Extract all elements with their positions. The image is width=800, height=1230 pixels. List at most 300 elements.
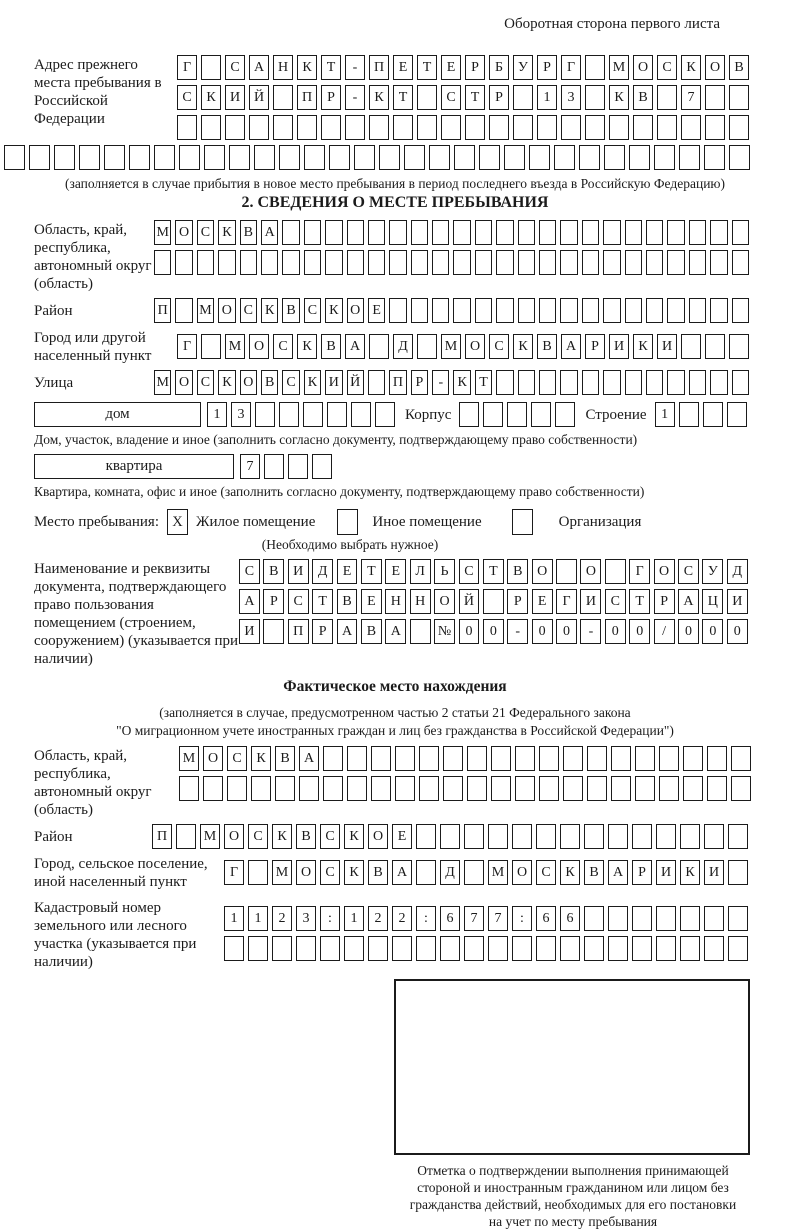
char-cell[interactable]: С [197, 220, 214, 245]
char-cell[interactable] [344, 936, 364, 961]
char-cell[interactable]: С [239, 559, 260, 584]
char-cell[interactable] [369, 334, 389, 359]
char-cell[interactable]: М [609, 55, 629, 80]
char-cell[interactable]: Р [489, 85, 509, 110]
char-cell[interactable] [297, 115, 317, 140]
char-cell[interactable] [667, 370, 684, 395]
char-cell[interactable] [561, 115, 581, 140]
char-cell[interactable] [488, 936, 508, 961]
char-cell[interactable] [441, 115, 461, 140]
char-cell[interactable] [681, 334, 701, 359]
char-cell[interactable] [432, 298, 449, 323]
char-cell[interactable] [731, 776, 751, 801]
char-cell[interactable] [710, 298, 727, 323]
char-cell[interactable]: К [304, 370, 321, 395]
char-cell[interactable]: 0 [727, 619, 748, 644]
char-cell[interactable] [347, 250, 364, 275]
char-cell[interactable] [496, 298, 513, 323]
char-cell[interactable] [204, 145, 225, 170]
char-cell[interactable]: 1 [344, 906, 364, 931]
char-cell[interactable] [201, 55, 221, 80]
char-cell[interactable]: : [512, 906, 532, 931]
char-cell[interactable] [312, 454, 332, 479]
char-cell[interactable] [467, 746, 487, 771]
char-cell[interactable]: А [239, 589, 260, 614]
char-cell[interactable]: - [345, 55, 365, 80]
char-cell[interactable] [539, 746, 559, 771]
char-cell[interactable] [419, 776, 439, 801]
char-cell[interactable] [560, 250, 577, 275]
char-cell[interactable]: О [296, 860, 316, 885]
char-cell[interactable] [625, 298, 642, 323]
char-cell[interactable] [261, 250, 278, 275]
char-cell[interactable]: И [704, 860, 724, 885]
char-cell[interactable]: С [304, 298, 321, 323]
char-cell[interactable] [728, 936, 748, 961]
char-cell[interactable] [273, 85, 293, 110]
char-cell[interactable] [177, 115, 197, 140]
char-cell[interactable]: К [344, 824, 364, 849]
char-cell[interactable]: Е [337, 559, 358, 584]
char-cell[interactable] [611, 776, 631, 801]
char-cell[interactable]: 6 [536, 906, 556, 931]
char-cell[interactable] [703, 402, 723, 427]
char-cell[interactable]: И [288, 559, 309, 584]
char-cell[interactable]: О [705, 55, 725, 80]
char-cell[interactable]: Д [727, 559, 748, 584]
char-cell[interactable] [389, 298, 406, 323]
char-cell[interactable]: Г [177, 334, 197, 359]
char-cell[interactable]: Е [385, 559, 406, 584]
char-cell[interactable] [453, 298, 470, 323]
char-cell[interactable]: 0 [556, 619, 577, 644]
char-cell[interactable] [288, 454, 308, 479]
char-cell[interactable] [657, 85, 677, 110]
char-cell[interactable] [689, 370, 706, 395]
char-cell[interactable]: Р [465, 55, 485, 80]
char-cell[interactable]: М [197, 298, 214, 323]
char-cell[interactable]: Р [321, 85, 341, 110]
char-cell[interactable] [395, 776, 415, 801]
char-cell[interactable] [683, 776, 703, 801]
char-cell[interactable] [29, 145, 50, 170]
char-cell[interactable] [496, 370, 513, 395]
char-cell[interactable]: - [345, 85, 365, 110]
char-cell[interactable]: Г [629, 559, 650, 584]
char-cell[interactable] [227, 776, 247, 801]
char-cell[interactable] [646, 220, 663, 245]
char-cell[interactable] [554, 145, 575, 170]
char-cell[interactable] [282, 220, 299, 245]
char-cell[interactable] [304, 220, 321, 245]
char-cell[interactable]: Ц [702, 589, 723, 614]
char-cell[interactable] [704, 936, 724, 961]
char-cell[interactable] [320, 936, 340, 961]
dom-box[interactable] [34, 402, 201, 427]
char-cell[interactable] [646, 370, 663, 395]
char-cell[interactable] [104, 145, 125, 170]
char-cell[interactable] [646, 298, 663, 323]
char-cell[interactable]: П [154, 298, 171, 323]
char-cell[interactable] [560, 824, 580, 849]
char-cell[interactable]: С [288, 589, 309, 614]
char-cell[interactable] [515, 776, 535, 801]
char-cell[interactable]: Д [440, 860, 460, 885]
char-cell[interactable]: Е [393, 55, 413, 80]
char-cell[interactable] [224, 936, 244, 961]
char-cell[interactable]: О [633, 55, 653, 80]
char-cell[interactable] [531, 402, 551, 427]
char-cell[interactable]: С [536, 860, 556, 885]
char-cell[interactable] [327, 402, 347, 427]
char-cell[interactable]: Й [347, 370, 364, 395]
checkbox-inoe-pomeshchenie[interactable] [337, 509, 358, 535]
char-cell[interactable] [584, 936, 604, 961]
char-cell[interactable] [483, 589, 504, 614]
char-cell[interactable]: В [361, 619, 382, 644]
char-cell[interactable] [411, 220, 428, 245]
char-cell[interactable]: К [681, 55, 701, 80]
char-cell[interactable] [560, 936, 580, 961]
char-cell[interactable] [464, 824, 484, 849]
char-cell[interactable] [679, 402, 699, 427]
char-cell[interactable]: Е [368, 298, 385, 323]
char-cell[interactable]: П [297, 85, 317, 110]
char-cell[interactable] [609, 115, 629, 140]
char-cell[interactable] [585, 115, 605, 140]
char-cell[interactable] [555, 402, 575, 427]
char-cell[interactable]: И [239, 619, 260, 644]
char-cell[interactable]: М [225, 334, 245, 359]
char-cell[interactable] [354, 145, 375, 170]
char-cell[interactable]: М [154, 220, 171, 245]
char-cell[interactable]: 7 [464, 906, 484, 931]
char-cell[interactable]: А [345, 334, 365, 359]
char-cell[interactable] [404, 145, 425, 170]
char-cell[interactable] [429, 145, 450, 170]
char-cell[interactable]: 2 [368, 906, 388, 931]
char-cell[interactable]: - [432, 370, 449, 395]
char-cell[interactable]: М [488, 860, 508, 885]
char-cell[interactable] [443, 746, 463, 771]
char-cell[interactable]: В [584, 860, 604, 885]
char-cell[interactable]: 0 [629, 619, 650, 644]
char-cell[interactable] [323, 776, 343, 801]
checkbox-zhiloe-pomeshchenie[interactable]: X [167, 509, 188, 535]
char-cell[interactable] [667, 298, 684, 323]
char-cell[interactable] [603, 298, 620, 323]
char-cell[interactable] [705, 334, 725, 359]
char-cell[interactable] [410, 619, 431, 644]
char-cell[interactable]: С [605, 589, 626, 614]
char-cell[interactable]: К [261, 298, 278, 323]
char-cell[interactable] [539, 370, 556, 395]
char-cell[interactable]: К [453, 370, 470, 395]
char-cell[interactable] [587, 746, 607, 771]
char-cell[interactable]: Е [392, 824, 412, 849]
char-cell[interactable]: Р [537, 55, 557, 80]
char-cell[interactable] [732, 250, 749, 275]
char-cell[interactable] [392, 936, 412, 961]
char-cell[interactable]: М [200, 824, 220, 849]
char-cell[interactable]: И [656, 860, 676, 885]
char-cell[interactable] [240, 250, 257, 275]
char-cell[interactable] [732, 370, 749, 395]
char-cell[interactable]: А [678, 589, 699, 614]
char-cell[interactable]: И [225, 85, 245, 110]
char-cell[interactable] [479, 145, 500, 170]
char-cell[interactable] [537, 115, 557, 140]
char-cell[interactable] [657, 115, 677, 140]
char-cell[interactable]: П [152, 824, 172, 849]
char-cell[interactable]: Т [629, 589, 650, 614]
char-cell[interactable]: В [321, 334, 341, 359]
char-cell[interactable] [584, 824, 604, 849]
char-cell[interactable] [587, 776, 607, 801]
char-cell[interactable] [201, 334, 221, 359]
char-cell[interactable] [416, 936, 436, 961]
char-cell[interactable]: В [275, 746, 295, 771]
char-cell[interactable] [689, 250, 706, 275]
char-cell[interactable] [375, 402, 395, 427]
char-cell[interactable]: 7 [240, 454, 260, 479]
char-cell[interactable] [304, 145, 325, 170]
char-cell[interactable]: У [702, 559, 723, 584]
char-cell[interactable] [175, 298, 192, 323]
char-cell[interactable]: О [434, 589, 455, 614]
char-cell[interactable] [325, 250, 342, 275]
char-cell[interactable] [518, 250, 535, 275]
char-cell[interactable]: В [368, 860, 388, 885]
char-cell[interactable] [489, 115, 509, 140]
char-cell[interactable] [611, 746, 631, 771]
char-cell[interactable]: А [261, 220, 278, 245]
char-cell[interactable] [154, 250, 171, 275]
char-cell[interactable] [579, 145, 600, 170]
char-cell[interactable]: С [240, 298, 257, 323]
char-cell[interactable] [329, 145, 350, 170]
char-cell[interactable]: О [203, 746, 223, 771]
char-cell[interactable] [563, 776, 583, 801]
char-cell[interactable] [432, 220, 449, 245]
char-cell[interactable] [632, 936, 652, 961]
char-cell[interactable] [369, 115, 389, 140]
char-cell[interactable] [529, 145, 550, 170]
char-cell[interactable] [632, 906, 652, 931]
char-cell[interactable] [560, 370, 577, 395]
char-cell[interactable] [454, 145, 475, 170]
char-cell[interactable]: 3 [296, 906, 316, 931]
char-cell[interactable] [729, 85, 749, 110]
char-cell[interactable]: С [177, 85, 197, 110]
char-cell[interactable] [304, 250, 321, 275]
char-cell[interactable] [539, 298, 556, 323]
char-cell[interactable]: Р [654, 589, 675, 614]
char-cell[interactable] [507, 402, 527, 427]
char-cell[interactable]: К [297, 334, 317, 359]
char-cell[interactable] [625, 370, 642, 395]
char-cell[interactable] [582, 250, 599, 275]
char-cell[interactable]: Р [411, 370, 428, 395]
char-cell[interactable] [704, 906, 724, 931]
char-cell[interactable] [389, 250, 406, 275]
char-cell[interactable] [475, 298, 492, 323]
char-cell[interactable] [129, 145, 150, 170]
char-cell[interactable]: Г [177, 55, 197, 80]
char-cell[interactable] [201, 115, 221, 140]
char-cell[interactable]: 1 [207, 402, 227, 427]
char-cell[interactable]: Д [312, 559, 333, 584]
char-cell[interactable] [681, 115, 701, 140]
char-cell[interactable] [229, 145, 250, 170]
char-cell[interactable] [518, 370, 535, 395]
char-cell[interactable] [536, 824, 556, 849]
char-cell[interactable]: С [320, 824, 340, 849]
char-cell[interactable] [603, 370, 620, 395]
char-cell[interactable] [603, 220, 620, 245]
char-cell[interactable] [483, 402, 503, 427]
char-cell[interactable] [654, 145, 675, 170]
char-cell[interactable]: Й [459, 589, 480, 614]
char-cell[interactable]: 0 [532, 619, 553, 644]
char-cell[interactable] [656, 824, 676, 849]
char-cell[interactable]: В [261, 370, 278, 395]
char-cell[interactable] [605, 559, 626, 584]
char-cell[interactable] [417, 85, 437, 110]
char-cell[interactable]: О [347, 298, 364, 323]
char-cell[interactable] [453, 220, 470, 245]
char-cell[interactable]: М [154, 370, 171, 395]
char-cell[interactable]: С [459, 559, 480, 584]
char-cell[interactable] [656, 906, 676, 931]
char-cell[interactable]: К [297, 55, 317, 80]
char-cell[interactable] [608, 824, 628, 849]
char-cell[interactable]: П [369, 55, 389, 80]
char-cell[interactable] [368, 250, 385, 275]
char-cell[interactable]: В [296, 824, 316, 849]
char-cell[interactable] [585, 85, 605, 110]
char-cell[interactable]: Р [312, 619, 333, 644]
char-cell[interactable] [512, 824, 532, 849]
char-cell[interactable]: С [197, 370, 214, 395]
char-cell[interactable] [585, 55, 605, 80]
char-cell[interactable]: Г [224, 860, 244, 885]
char-cell[interactable]: А [561, 334, 581, 359]
char-cell[interactable]: 0 [483, 619, 504, 644]
char-cell[interactable]: М [441, 334, 461, 359]
char-cell[interactable] [512, 936, 532, 961]
char-cell[interactable] [249, 115, 269, 140]
char-cell[interactable]: 6 [440, 906, 460, 931]
char-cell[interactable]: 7 [681, 85, 701, 110]
char-cell[interactable] [563, 746, 583, 771]
char-cell[interactable] [321, 115, 341, 140]
char-cell[interactable]: 2 [392, 906, 412, 931]
char-cell[interactable] [518, 298, 535, 323]
char-cell[interactable]: Т [321, 55, 341, 80]
char-cell[interactable]: Р [632, 860, 652, 885]
char-cell[interactable]: О [465, 334, 485, 359]
char-cell[interactable] [704, 824, 724, 849]
char-cell[interactable] [251, 776, 271, 801]
char-cell[interactable]: 0 [702, 619, 723, 644]
char-cell[interactable]: Л [410, 559, 431, 584]
char-cell[interactable] [254, 145, 275, 170]
char-cell[interactable] [659, 746, 679, 771]
char-cell[interactable] [635, 776, 655, 801]
char-cell[interactable]: С [248, 824, 268, 849]
char-cell[interactable]: К [218, 370, 235, 395]
char-cell[interactable] [635, 746, 655, 771]
char-cell[interactable] [368, 220, 385, 245]
char-cell[interactable] [459, 402, 479, 427]
char-cell[interactable]: 7 [488, 906, 508, 931]
char-cell[interactable] [411, 250, 428, 275]
char-cell[interactable]: Н [385, 589, 406, 614]
char-cell[interactable]: Р [507, 589, 528, 614]
char-cell[interactable] [248, 936, 268, 961]
char-cell[interactable]: Г [556, 589, 577, 614]
char-cell[interactable] [203, 776, 223, 801]
char-cell[interactable]: Т [475, 370, 492, 395]
char-cell[interactable] [347, 776, 367, 801]
char-cell[interactable] [154, 145, 175, 170]
char-cell[interactable] [282, 250, 299, 275]
char-cell[interactable] [475, 250, 492, 275]
char-cell[interactable] [179, 776, 199, 801]
char-cell[interactable] [536, 936, 556, 961]
char-cell[interactable] [518, 220, 535, 245]
char-cell[interactable]: И [325, 370, 342, 395]
char-cell[interactable]: Г [561, 55, 581, 80]
char-cell[interactable]: : [416, 906, 436, 931]
char-cell[interactable]: О [175, 220, 192, 245]
char-cell[interactable]: М [272, 860, 292, 885]
char-cell[interactable] [54, 145, 75, 170]
char-cell[interactable]: И [657, 334, 677, 359]
char-cell[interactable]: О [218, 298, 235, 323]
char-cell[interactable]: К [218, 220, 235, 245]
char-cell[interactable]: К [325, 298, 342, 323]
char-cell[interactable] [633, 115, 653, 140]
char-cell[interactable] [710, 220, 727, 245]
char-cell[interactable] [667, 250, 684, 275]
char-cell[interactable]: К [633, 334, 653, 359]
char-cell[interactable] [710, 250, 727, 275]
char-cell[interactable]: О [654, 559, 675, 584]
char-cell[interactable] [379, 145, 400, 170]
char-cell[interactable]: С [227, 746, 247, 771]
char-cell[interactable]: К [680, 860, 700, 885]
char-cell[interactable] [491, 776, 511, 801]
char-cell[interactable] [443, 776, 463, 801]
char-cell[interactable] [248, 860, 268, 885]
char-cell[interactable] [539, 776, 559, 801]
char-cell[interactable] [584, 906, 604, 931]
char-cell[interactable]: О [368, 824, 388, 849]
char-cell[interactable] [79, 145, 100, 170]
char-cell[interactable] [603, 250, 620, 275]
char-cell[interactable]: 6 [560, 906, 580, 931]
char-cell[interactable] [275, 776, 295, 801]
char-cell[interactable]: 3 [231, 402, 251, 427]
char-cell[interactable]: Е [361, 589, 382, 614]
char-cell[interactable] [303, 402, 323, 427]
char-cell[interactable]: 1 [655, 402, 675, 427]
char-cell[interactable] [560, 298, 577, 323]
char-cell[interactable]: К [272, 824, 292, 849]
char-cell[interactable]: С [678, 559, 699, 584]
